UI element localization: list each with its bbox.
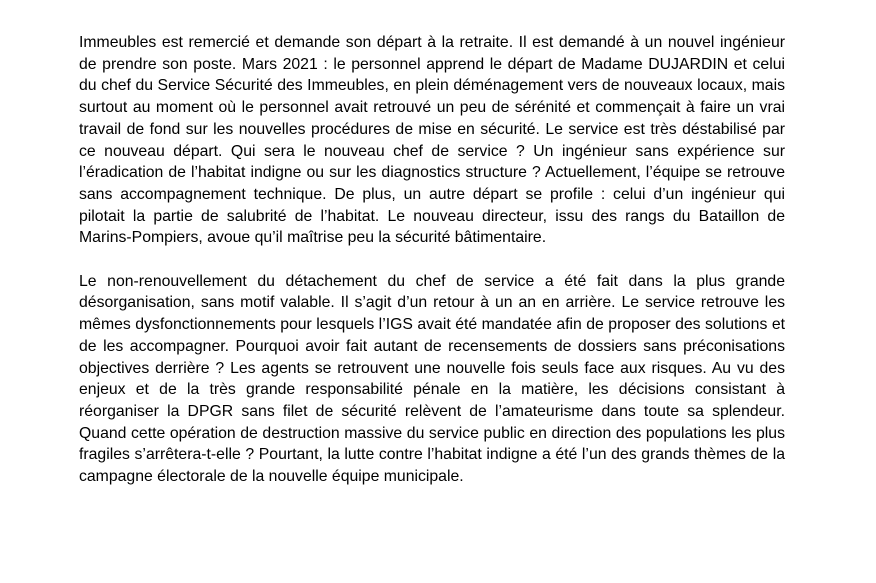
document-body (79, 32, 785, 488)
paragraph-1: Immeubles est remercié et demande son départ à la retraite. Il est demandé à un nouvel ingénieur de prendre son poste. Mars 2021 : le personnel apprend le départ de Madame DUJARDIN et celui du chef du Service Sécurité des Immeubles, en plein déménagement vers de nouveaux locaux, mais surtout au moment où le personnel avait retrouvé un peu de sérénité et commençait à faire un vrai travail de fond sur les nouvelles procédures de mise en sécurité. Le service est très déstabilisé par ce nouveau départ. Qui sera le nouveau chef de service ? Un ingénieur sans expérience sur l’éradication de l’habitat indigne ou sur les diagnostics structure ? Actuellement, l’équipe se retrouve sans accompagnement technique. De plus, un autre départ se profile : celui d’un ingénieur qui pilotait la partie de salubrité de l’habitat. Le nouveau directeur, issu des rangs du Bataillon de Marins-Pompiers, avoue qu’il maîtrise peu la sécurité bâtimentaire. (79, 34, 785, 247)
paragraph-spacer (79, 249, 785, 271)
paragraph-2: Le non-renouvellement du détachement du chef de service a été fait dans la plus grande désorganisation, sans motif valable. Il s’agit d’un retour à un an en arrière. Le service retrouve les mêmes dysfonctionnements pour lesquels l’IGS avait été mandatée afin de proposer des solutions et de les accompagner. Pourquoi avoir fait autant de recensements de dossiers sans préconisations objectives derrière ? Les agents se retrouvent une nouvelle fois seuls face aux risques. Au vu des enjeux et de la très grande responsabilité pénale en la matière, les décisions consistant à réorganiser la DPGR sans filet de sécurité relèvent de l’amateurisme dans toute sa splendeur. Quand cette opération de destruction massive du service public en direction des populations les plus fragiles s’arrêtera-t-elle ? Pourtant, la lutte contre l’habitat indigne a été l’un des grands thèmes de la campagne électorale de la nouvelle équipe municipale. (79, 272, 785, 486)
